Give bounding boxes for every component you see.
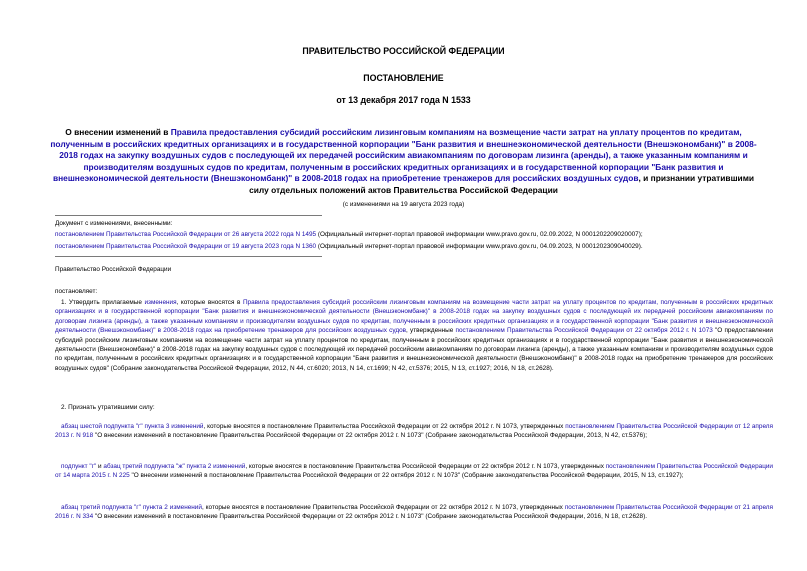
p4-subclause-link[interactable]: подпункт "г"	[61, 463, 97, 470]
paragraph-3	[55, 422, 773, 441]
p1-text: 1. Утвердить прилагаемые	[61, 299, 145, 306]
government-heading: ПРАВИТЕЛЬСТВО РОССИЙСКОЙ ФЕДЕРАЦИИ	[302, 46, 505, 56]
p5-clause-link[interactable]: абзац третий подпункта "г" пункта 2 изменений	[61, 504, 202, 511]
p1-decree-link[interactable]: постановлением Правительства Российской Федерации от 22 октября 2012 г. N 1073	[455, 327, 713, 335]
p3-text: , которые вносятся в постановление Правительства Российской Федерации от 22 октября 2012 г. N 1073, утвержденных	[203, 423, 566, 430]
p3-decree-link[interactable]: постановлением Правительства Российской Федерации от 12 апреля 2013 г. N 918	[55, 423, 773, 440]
changes-bottom-divider	[55, 256, 322, 257]
p1-text: "О предоставлении субсидий российским лизинговым компаниям на возмещение части затрат на уплату процентов по кредитам, полученным в российских кредитных организациях и в государственной корпорации "Банк развития и внешнеэкономической деятельности (Внешэкономбанк)" в 2008-2018 годах на закупку воздушных судов с последующей их передачей российским авиакомпаниям по договорам лизинга (аренды), а также указанным компаниям и производителям воздушных судов по кредитам, полученным в российских кредитных организациях и в государственной корпорации "Банк развития и внешнеэкономической деятельности (Внешэкономбанк)" в 2008-2018 годах на приобретение тренажеров для российских воздушных судов" (Собрание законодательства Российской Федерации, 2012, N 44, ст.6020; 2013, N 14, ст.1699; N 42, ст.5376; 2015, N 13, ст.1927; 2016, N 18, ст.2628).	[55, 327, 773, 372]
paragraph-2: 2. Признать утратившими силу:	[61, 404, 155, 411]
p4-decree-link[interactable]: постановлением Правительства Российской Федерации от 14 марта 2015 г. N 225	[55, 463, 773, 480]
p3-clause-link[interactable]: абзац шестой подпункта "г" пункта 3 изменений	[61, 423, 204, 430]
preamble: Правительство Российской Федерации	[55, 266, 172, 273]
p1-changes-link[interactable]: изменения	[144, 299, 177, 306]
changes-block	[55, 219, 775, 251]
document-title	[50, 127, 757, 197]
p5-text: , которые вносятся в постановление Правительства Российской Федерации от 22 октября 2012 г. N 1073, утвержденных	[201, 504, 565, 511]
p1-text: , утвержденные	[406, 327, 456, 335]
p1-rules-link[interactable]: Правила предоставления субсидий российским лизинговым компаниям на возмещение части затрат на уплату процентов по кредитам, полученным в российских кредитных организациях и в государственной корпорации "Банк развития и внешнеэкономической деятельности (Внешэкономбанк)" в 2008-2018 годах на закупку воздушных судов с последующей их передачей российским авиакомпаниям по договорам лизинга (аренды), а также указанным компаниям и производителям воздушных судов по кредитам, полученным в российских кредитных организациях и в государственной корпорации "Банк развития и внешнеэкономической деятельности (Внешэкономбанк)" в 2008-2018 годах на приобретение тренажеров для российских воздушных судов	[55, 299, 773, 335]
title-prefix: О внесении изменений в	[65, 127, 171, 137]
p5-decree-link[interactable]: постановлением Правительства Российской Федерации от 21 апреля 2016 г. N 334	[55, 504, 773, 521]
change-item	[55, 230, 775, 239]
revision-note: (с изменениями на 19 августа 2023 года)	[342, 201, 465, 208]
p1-text: , которые вносятся в	[176, 299, 243, 306]
change-details: (Официальный интернет-портал правовой информации www.pravo.gov.ru, 04.09.2023, N 0001202309040029).	[316, 243, 643, 250]
p3-text: "О внесении изменений в постановление Правительства Российской Федерации от 22 октября 2012 г. N 1073" (Собрание законодательства Российской Федерации, 2013, N 42, ст.5376);	[93, 432, 648, 440]
p4-text: "О внесении изменений в постановление Правительства Российской Федерации от 22 октября 2012 г. N 1073" (Собрание законодательства Российской Федерации, 2015, N 13, ст.1927);	[129, 472, 684, 480]
p4-clause-link[interactable]: абзац третий подпункта "ж" пункта 2 изменений	[103, 463, 246, 470]
paragraph-4	[55, 462, 773, 481]
p4-text: , которые вносятся в постановление Правительства Российской Федерации от 22 октября 2012 г. N 1073, утвержденных	[245, 463, 606, 470]
title-rules-link[interactable]: Правила предоставления субсидий российским лизинговым компаниям на возмещение части затрат на уплату процентов по кредитам, полученным в российских кредитных организациях и в государственной корпорации "Банк развития и внешнеэкономической деятельности (Внешэкономбанк)" в 2008-2018 годах на закупку воздушных судов с последующей их передачей российским авиакомпаниям по договорам лизинга (аренды), а также указанным компаниям и производителям воздушных судов по кредитам, полученным в российских кредитных организациях и в государственной корпорации "Банк развития и внешнеэкономической деятельности (Внешэкономбанк)" в 2008-2018 годах на приобретение тренажеров для российских воздушных судов	[50, 127, 757, 184]
changes-top-divider	[55, 215, 322, 216]
p4-text: и	[96, 463, 104, 470]
paragraph-1	[55, 298, 773, 373]
changes-label: Документ с изменениями, внесенными:	[55, 220, 173, 227]
paragraph-5	[55, 503, 773, 522]
document-type-heading: ПОСТАНОВЛЕНИЕ	[363, 73, 444, 83]
change-link[interactable]: постановлением Правительства Российской Федерации от 19 августа 2023 года N 1360	[55, 243, 317, 250]
change-link[interactable]: постановлением Правительства Российской Федерации от 26 августа 2022 года N 1495	[55, 231, 317, 238]
date-number-heading: от 13 декабря 2017 года N 1533	[336, 95, 471, 105]
change-details: (Официальный интернет-портал правовой информации www.pravo.gov.ru, 02.09.2022, N 0001202209020007);	[316, 231, 643, 238]
title-suffix: , и признании утратившими силу отдельных положений актов Правительства Российской Федерации	[249, 173, 755, 195]
decides-word: постановляет:	[55, 288, 98, 295]
p5-text: "О внесении изменений в постановление Правительства Российской Федерации от 22 октября 2012 г. N 1073" (Собрание законодательства Российской Федерации, 2016, N 18, ст.2628).	[93, 513, 648, 521]
change-item	[55, 242, 775, 251]
